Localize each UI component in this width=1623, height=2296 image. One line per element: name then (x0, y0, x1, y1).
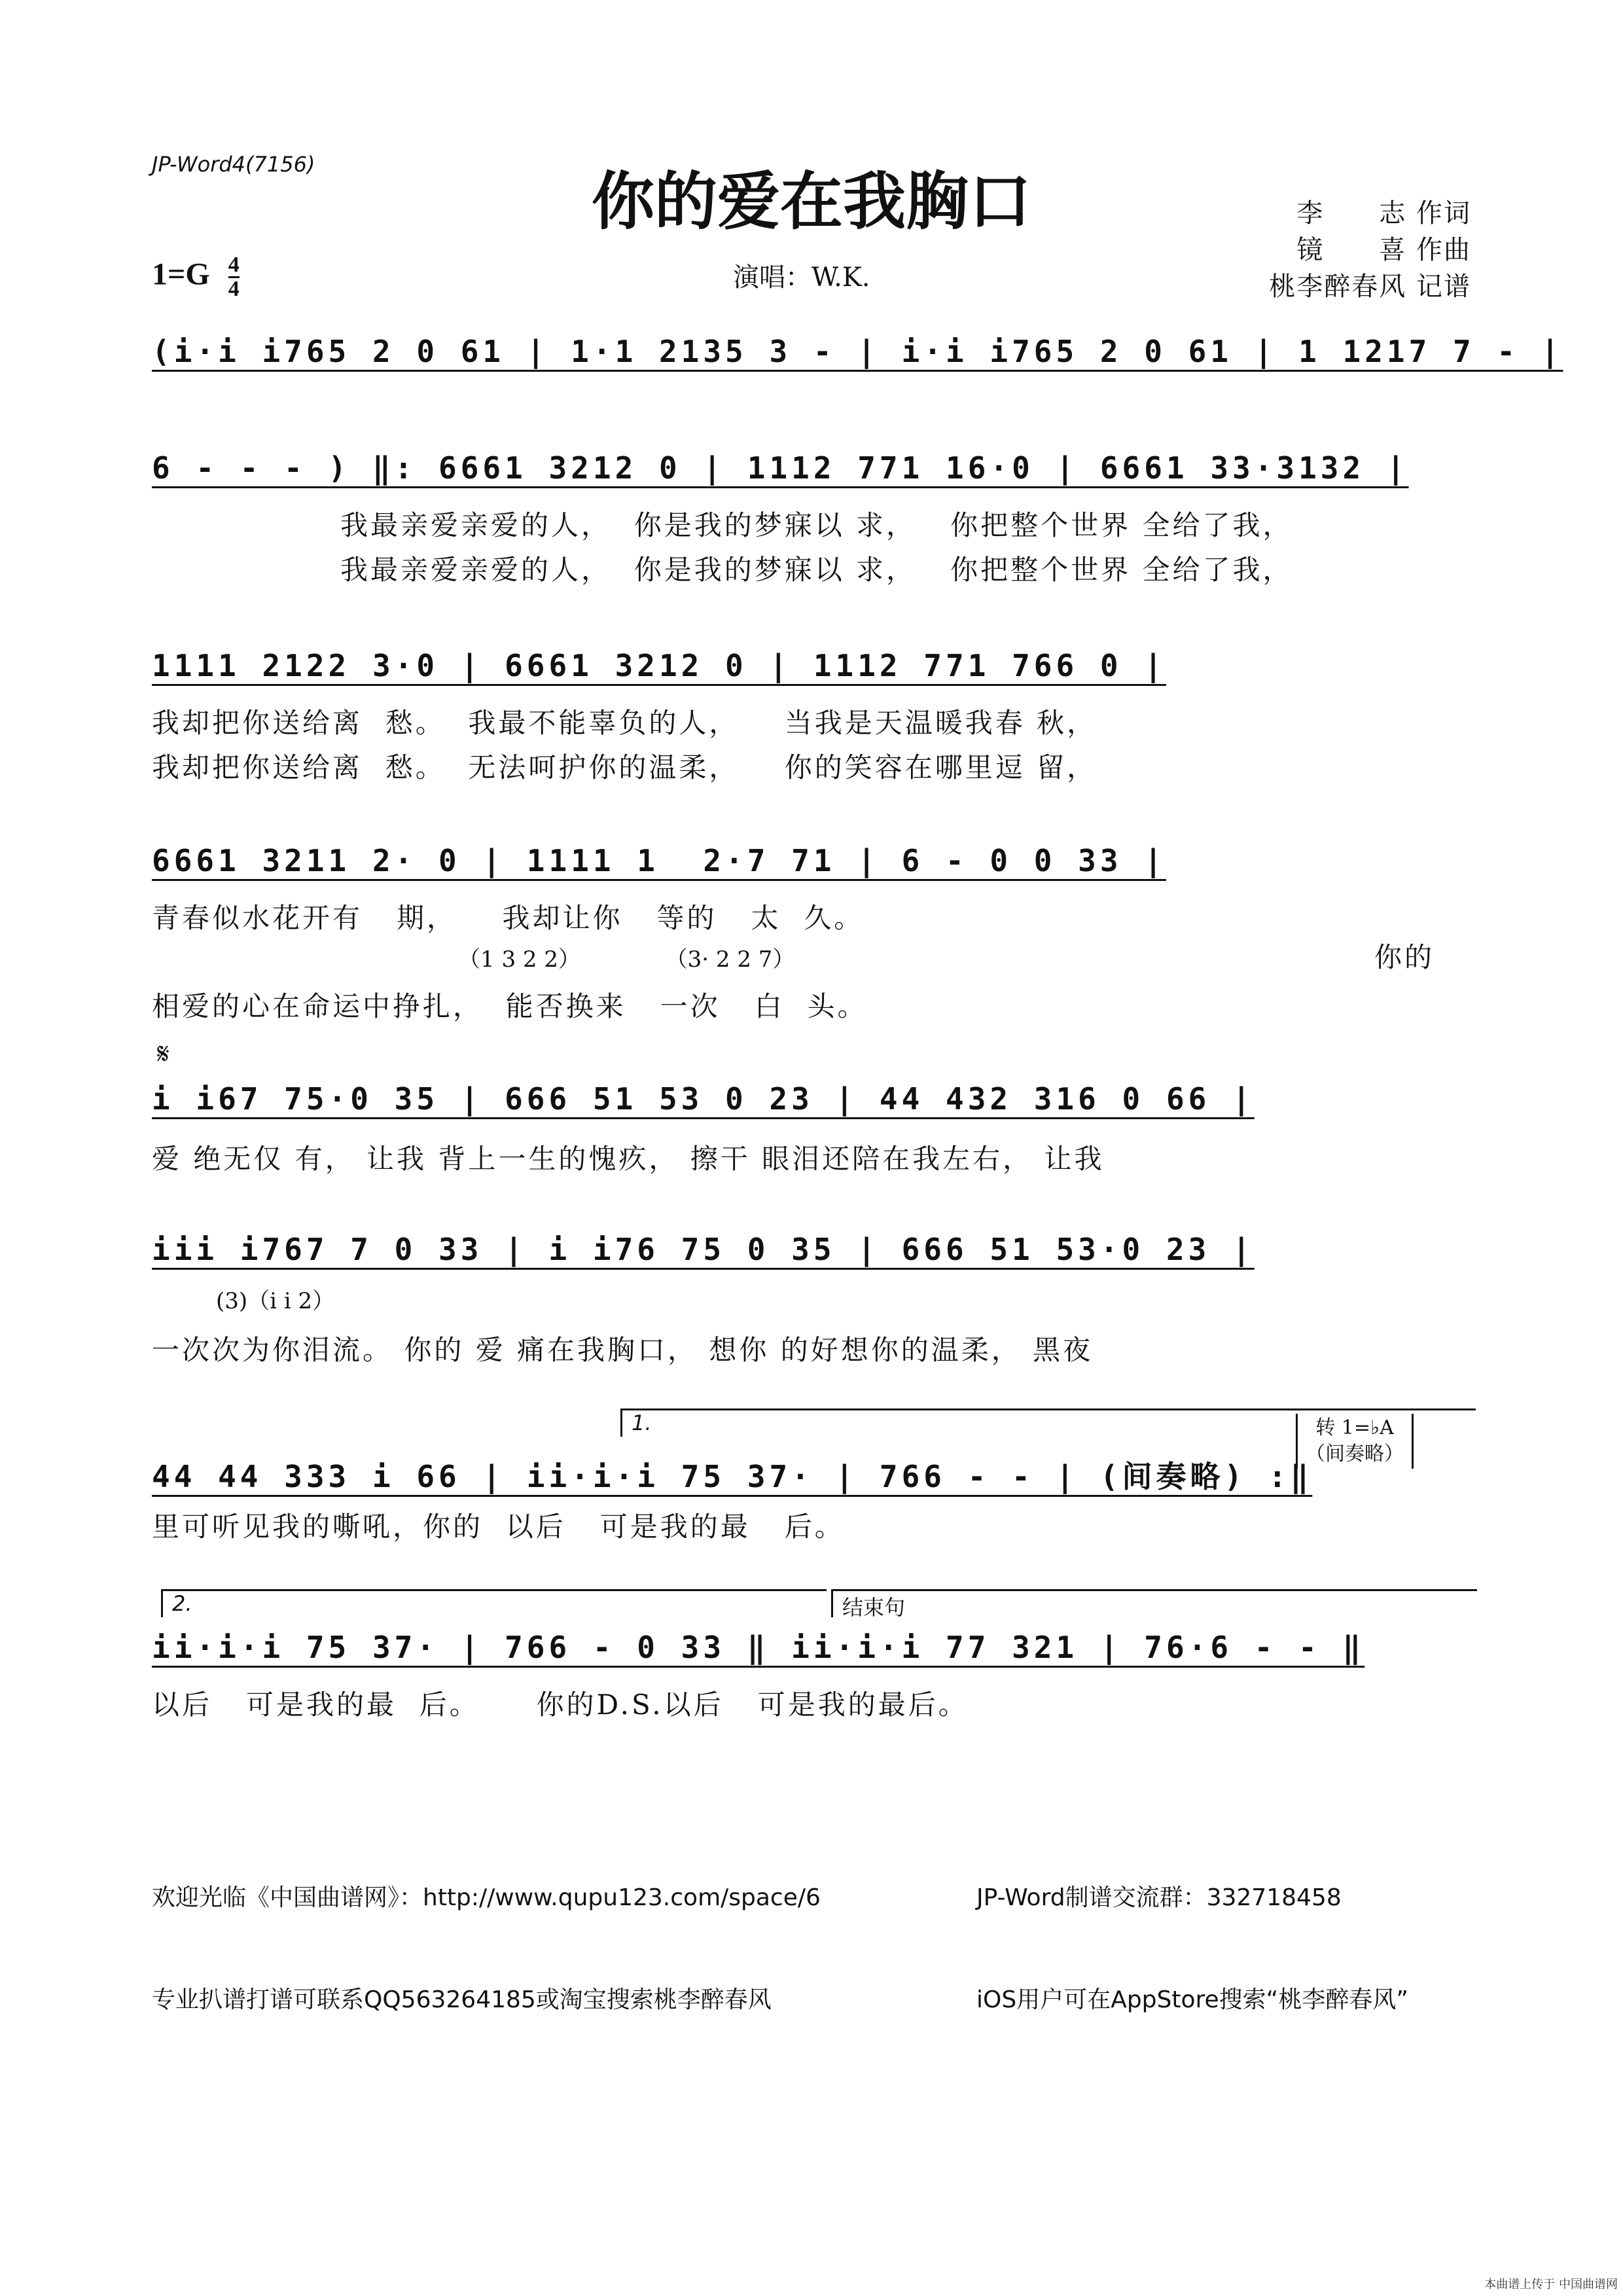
ending-bracket (831, 1589, 1477, 1620)
score-line-4: 6661 3211 2· 0 | 1111 1 2·7 71 | 6 - 0 0 33 | (152, 843, 1166, 878)
score-line-6: iii i767 7 0 33 | i i76 75 0 35 | 666 51 53·0 23 | (152, 1232, 1255, 1267)
lyric-line-3b: 我却把你送给离 愁。 无法呵护你的温柔， 你的笑容在哪里逗 留， (152, 751, 1097, 783)
performer: 演唱：W.K. (733, 262, 870, 293)
time-bottom: 4 (228, 277, 240, 301)
ending-label: 结束句 (842, 1595, 906, 1620)
score-line-7: 44 44 333 i 66 | ii·i·i 75 37· | 766 - - | (间奏略) :‖ (152, 1459, 1313, 1494)
lyric-line-2a: 我最亲爱亲爱的人， 你是我的梦寐以 求， 你把整个世界 全给了我， (340, 509, 1293, 541)
score-line-5: i i67 75·0 35 | 666 51 53 0 23 | 44 432 316 0 66 | (152, 1081, 1255, 1117)
footer-ios: iOS用户可在AppStore搜索“桃李醉春风” (976, 1986, 1408, 2013)
score-line-1: (i·i i765 2 0 61 | 1·1 2135 3 - | i·i i765 2 0 61 | 1 1217 7 - | (152, 334, 1563, 369)
lyric-line-8: 以后 可是我的最 后。 你的D.S.以后 可是我的最后。 (152, 1689, 969, 1721)
interlude-label: （间奏略） (1306, 1443, 1404, 1465)
lyricist: 李 志 作词 (1296, 198, 1471, 228)
footer-right (976, 1813, 1408, 2051)
score-line-2: 6 - - - ) ‖: 6661 3212 0 | 1112 771 16·0 | 6661 33·3132 | (152, 450, 1409, 486)
modulation-box (1296, 1414, 1414, 1469)
software-version: JP-Word4(7156) (152, 152, 315, 177)
lyric-line-4-pickup: 你的 (1374, 941, 1435, 973)
volta-1-label: 1. (632, 1410, 652, 1435)
lyric-line-4-parenthetical: （1 3 2 2） （3· 2 2 7） (458, 946, 795, 973)
upload-watermark: 本曲谱上传于 中国曲谱网 (1484, 2278, 1618, 2291)
transcriber: 桃李醉春风 记谱 (1269, 272, 1471, 302)
lyric-line-6-parenthetical: (3)（i i 2） (216, 1288, 335, 1314)
volta-bracket-2 (161, 1589, 827, 1617)
lyric-line-5: 爱 绝无仅 有， 让我 背上一生的愧疚， 擦干 眼泪还陪在我左右， 让我 (152, 1143, 1105, 1175)
score-line-8: ii·i·i 75 37· | 766 - 0 33 ‖ ii·i·i 77 321 | 76·6 - - ‖ (152, 1630, 1365, 1665)
page-title: 你的爱在我胸口 (592, 164, 1031, 238)
lyric-line-6: 一次次为你泪流。 你的 爱 痛在我胸口， 想你 的好想你的温柔， 黑夜 (152, 1334, 1094, 1366)
lyric-line-3a: 我却把你送给离 愁。 我最不能辜负的人， 当我是天温暖我春 秋， (152, 707, 1097, 739)
footer-contact: 专业扒谱打谱可联系QQ563264185或淘宝搜索桃李醉春风 (152, 1986, 772, 2013)
footer-group: JP-Word制谱交流群：332718458 (976, 1884, 1342, 1911)
score-line-3: 1111 2122 3·0 | 6661 3212 0 | 1112 771 766 0 | (152, 648, 1166, 683)
key-label: 1=G (152, 257, 210, 292)
credits (1269, 195, 1471, 305)
lyric-line-2b: 我最亲爱亲爱的人， 你是我的梦寐以 求， 你把整个世界 全给了我， (340, 554, 1293, 586)
segno-sign: 𝄋 (157, 1037, 169, 1071)
lyric-line-4a: 青春似水花开有 期， 我却让你 等的 太 久。 (152, 902, 865, 934)
composer: 镜 喜 作曲 (1296, 235, 1471, 265)
volta-2-label: 2. (172, 1591, 192, 1616)
time-signature (228, 254, 240, 300)
time-top: 4 (228, 253, 240, 277)
key-signature (152, 254, 240, 300)
modulation-label: 转 1=♭A (1315, 1416, 1394, 1439)
footer-website: 欢迎光临《中国曲谱网》：http://www.qupu123.com/space/6 (152, 1884, 821, 1911)
footer-left (152, 1813, 821, 2051)
lyric-line-4b: 相爱的心在命运中挣扎， 能否换来 一次 白 头。 (152, 990, 868, 1022)
lyric-line-7: 里可听见我的嘶吼，你的 以后 可是我的最 后。 (152, 1511, 845, 1543)
